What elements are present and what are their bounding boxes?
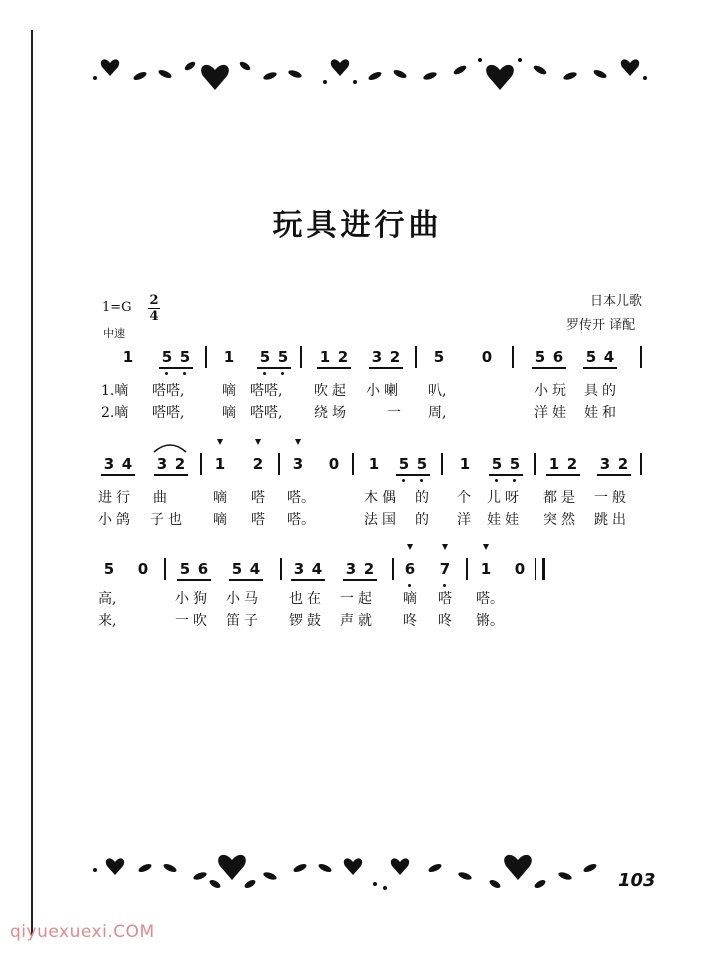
- note: 3: [599, 455, 611, 473]
- note: 5: [416, 455, 428, 473]
- lyric: 小鸽: [98, 512, 134, 528]
- lyric: 嗒: [438, 591, 452, 607]
- time-denominator: 4: [149, 309, 159, 324]
- note: 1: [214, 455, 226, 473]
- lyric: 一起: [340, 591, 376, 607]
- lyric: 具的: [584, 383, 620, 399]
- note: 5: [398, 455, 410, 473]
- note: 2: [337, 348, 349, 366]
- note: 7: [439, 560, 451, 578]
- note: 2: [566, 455, 578, 473]
- tempo-marking: 中速: [103, 327, 125, 340]
- lyric: 咚: [403, 613, 417, 629]
- note: 1: [122, 348, 134, 366]
- lyric: 锣鼓: [289, 613, 325, 629]
- lyric: 咚: [438, 613, 452, 629]
- lyric: 嗒嗒,: [250, 383, 283, 399]
- note: 6: [404, 560, 416, 578]
- time-signature: [146, 293, 162, 324]
- lyric: 洋: [457, 512, 471, 528]
- note: 3: [345, 560, 357, 578]
- lyric: 的: [415, 512, 429, 528]
- lyric: 一吹: [175, 613, 211, 629]
- lyric: 一般: [594, 490, 630, 506]
- floral-ornament-icon: [85, 848, 605, 898]
- lyric: 1.嘀: [101, 383, 129, 399]
- margin-line: [31, 30, 33, 935]
- lyric: 都是: [543, 490, 579, 506]
- note: 5: [179, 560, 191, 578]
- note: 5: [433, 348, 445, 366]
- origin-credit: 日本儿歌: [590, 294, 643, 309]
- note: 1: [223, 348, 235, 366]
- note: 5: [161, 348, 173, 366]
- lyric: 嘀: [403, 591, 417, 607]
- slur-icon: [152, 441, 188, 453]
- note: 3: [156, 455, 168, 473]
- lyric: 一: [387, 405, 401, 421]
- lyric: 小玩: [534, 383, 570, 399]
- lyric: 小马: [226, 591, 262, 607]
- note: 5: [491, 455, 503, 473]
- lyric: 法国: [364, 512, 400, 528]
- note: 3: [371, 348, 383, 366]
- lyric: 木偶: [364, 490, 400, 506]
- note: 5: [509, 455, 521, 473]
- lyric: 嘀: [213, 490, 227, 506]
- lyric: 也在: [289, 591, 325, 607]
- lyric: 笛子: [226, 613, 262, 629]
- lyric: 子也: [150, 512, 186, 528]
- note: 1: [548, 455, 560, 473]
- note: 2: [617, 455, 629, 473]
- note: 0: [328, 455, 340, 473]
- note: 0: [481, 348, 493, 366]
- note: 3: [293, 560, 305, 578]
- lyric: 嗒。: [287, 490, 315, 506]
- note: 2: [252, 455, 264, 473]
- note: 3: [292, 455, 304, 473]
- note: 0: [514, 560, 526, 578]
- lyric: 嗒: [251, 490, 265, 506]
- note: 0: [137, 560, 149, 578]
- note: 1: [480, 560, 492, 578]
- key-signature: 1=G: [102, 300, 132, 315]
- lyric: 小狗: [175, 591, 211, 607]
- lyric: 绕场: [314, 405, 350, 421]
- note: 6: [552, 348, 564, 366]
- lyric: 的: [415, 490, 429, 506]
- note: 4: [121, 455, 133, 473]
- note: 5: [259, 348, 271, 366]
- lyric: 来,: [98, 613, 117, 629]
- note: 5: [585, 348, 597, 366]
- lyric: 吹起: [314, 383, 350, 399]
- lyric: 嘀: [222, 405, 236, 421]
- lyric: 嗒嗒,: [152, 405, 185, 421]
- note: 5: [103, 560, 115, 578]
- note: 2: [174, 455, 186, 473]
- lyric: 洋娃: [534, 405, 570, 421]
- lyric: 小喇: [366, 383, 402, 399]
- top-ornament-border: [85, 48, 655, 98]
- lyric: 娃娃: [487, 512, 523, 528]
- note: 4: [311, 560, 323, 578]
- note: 4: [249, 560, 261, 578]
- lyric: 周,: [428, 405, 447, 421]
- lyric: 儿呀: [487, 490, 523, 506]
- lyric: 嗒。: [476, 591, 504, 607]
- note: 1: [319, 348, 331, 366]
- lyric: 锵。: [476, 613, 504, 629]
- lyric: 高,: [98, 591, 117, 607]
- lyric: 嗒。: [287, 512, 315, 528]
- note: 4: [603, 348, 615, 366]
- note: 5: [277, 348, 289, 366]
- lyric: 娃和: [584, 405, 620, 421]
- note: 6: [197, 560, 209, 578]
- lyric: 声就: [340, 613, 376, 629]
- lyric: 叭,: [428, 383, 447, 399]
- time-numerator: 2: [149, 293, 159, 308]
- note: 5: [231, 560, 243, 578]
- lyric: 嗒: [251, 512, 265, 528]
- translator-credit: 罗传开 译配: [566, 318, 636, 333]
- site-watermark: qiyuexuexi.COM: [10, 922, 155, 942]
- lyric: 个: [457, 490, 471, 506]
- bottom-ornament-border: [85, 848, 605, 898]
- note: 5: [179, 348, 191, 366]
- lyric: 嗒嗒,: [152, 383, 185, 399]
- note: 2: [389, 348, 401, 366]
- floral-ornament-icon: [85, 48, 655, 98]
- lyric: 突然: [543, 512, 579, 528]
- lyric: 曲: [153, 490, 167, 506]
- lyric: 嘀: [222, 383, 236, 399]
- page-number: 103: [618, 870, 656, 891]
- lyric: 进行: [98, 490, 134, 506]
- note: 1: [459, 455, 471, 473]
- note: 2: [363, 560, 375, 578]
- lyric: 跳出: [594, 512, 630, 528]
- lyric: 2.嘀: [101, 405, 129, 421]
- note: 1: [368, 455, 380, 473]
- lyric: 嘀: [213, 512, 227, 528]
- song-title: 玩具进行曲: [272, 208, 443, 243]
- lyric: 嗒嗒,: [250, 405, 283, 421]
- note: 3: [103, 455, 115, 473]
- note: 5: [534, 348, 546, 366]
